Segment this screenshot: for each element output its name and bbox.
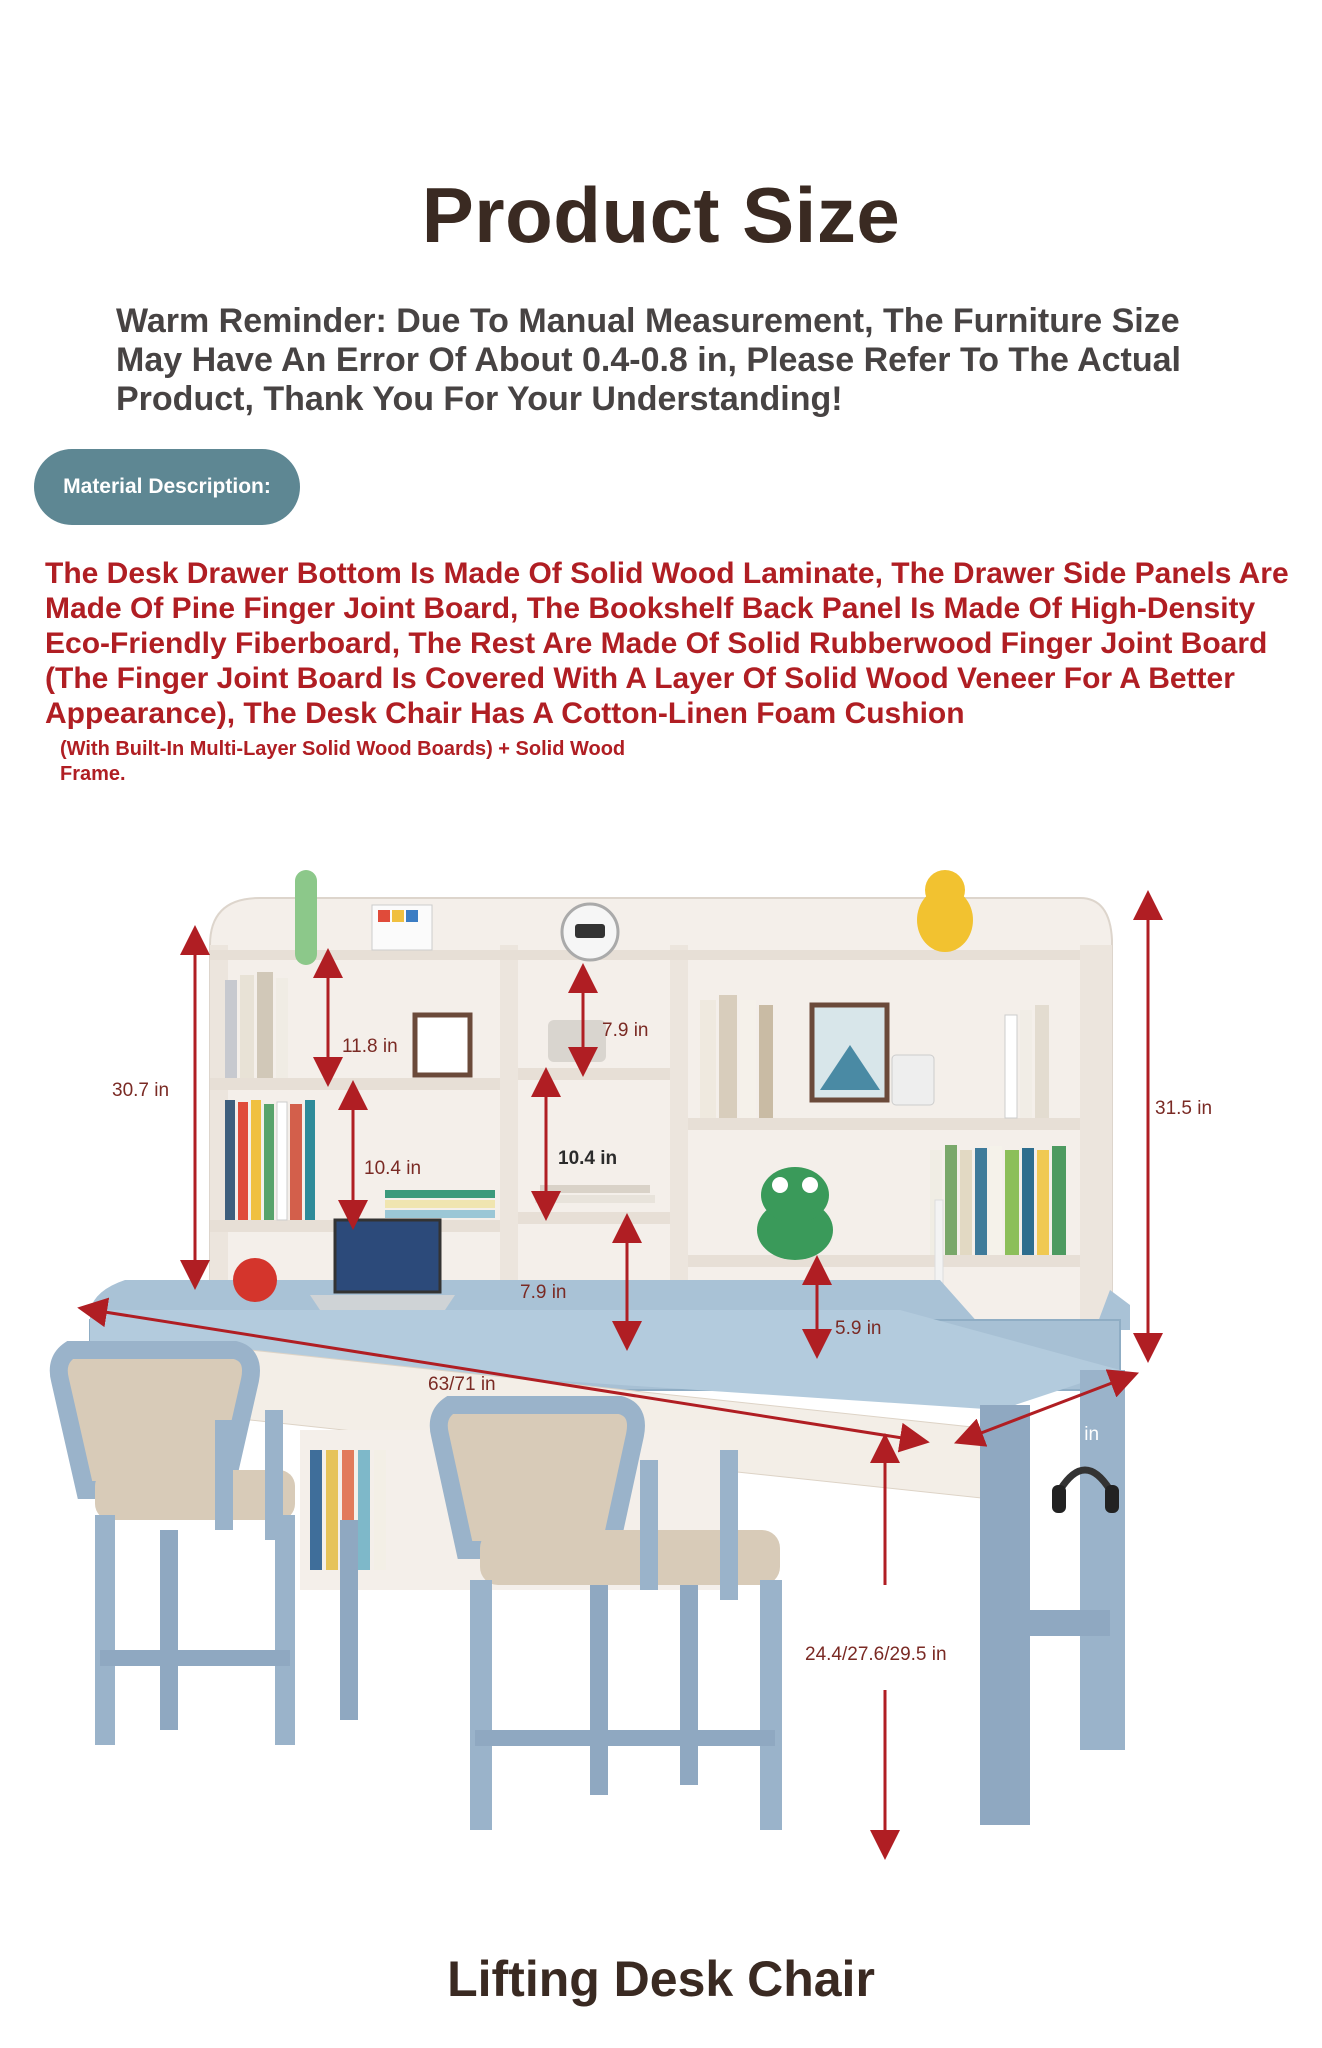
dim-compartment-low-right: 5.9 in (835, 1318, 882, 1339)
dim-adjustable-label: Adjustable Height (790, 1609, 939, 1630)
material-description-badge (34, 449, 300, 525)
warm-reminder: Warm Reminder: Due To Manual Measurement, The Furniture Size May Have An Error Of About 0.4-0.8 in, Please Refer To The Actual Product, Thank You For Your Understanding! (116, 302, 1181, 418)
dim-overall-shelf-height: 31.5 in (1155, 1098, 1213, 1119)
dim-compartment-mid-center: 10.4 in (558, 1148, 618, 1169)
footer-caption: Lifting Desk Chair (447, 1951, 875, 2007)
chair-right (439, 1405, 782, 1830)
dim-desk-width: 63/71 in (428, 1374, 496, 1395)
page-title: Product Size (421, 171, 901, 259)
dim-compartment-low-mid: 7.9 in (520, 1282, 567, 1303)
material-description-continued: (With Built-In Multi-Layer Solid Wood Boards) + Solid Wood Frame. (60, 738, 626, 785)
desk-illustration (0, 850, 1322, 1910)
dim-shelf-height-left: 30.7 in (112, 1080, 170, 1101)
material-description: The Desk Drawer Bottom Is Made Of Solid Wood Laminate, The Drawer Side Panels Are Made Of Pine Finger Joint Board, The Bookshelf Back Panel Is Made Of High-Density Eco-Friendly Fiberboard, The Rest Are Made Of Solid Rubberwood Finger Joint Board (The Finger Joint Board Is Covered With A Layer Of Solid Wood Veneer For A Better Appearance), The Desk Chair Has A Cotton-Linen Foam Cushion (45, 557, 1289, 730)
dim-adjustable-values: 24.4/27.6/29.5 in (805, 1644, 947, 1665)
dim-compartment-top-left: 11.8 in (342, 1036, 398, 1057)
dim-compartment-top-mid: 7.9 in (602, 1020, 649, 1041)
material-badge-label: Material Description: (63, 475, 271, 498)
dim-desk-depth: 23.6 in (1042, 1424, 1100, 1445)
dim-compartment-mid-left: 10.4 in (364, 1158, 422, 1179)
